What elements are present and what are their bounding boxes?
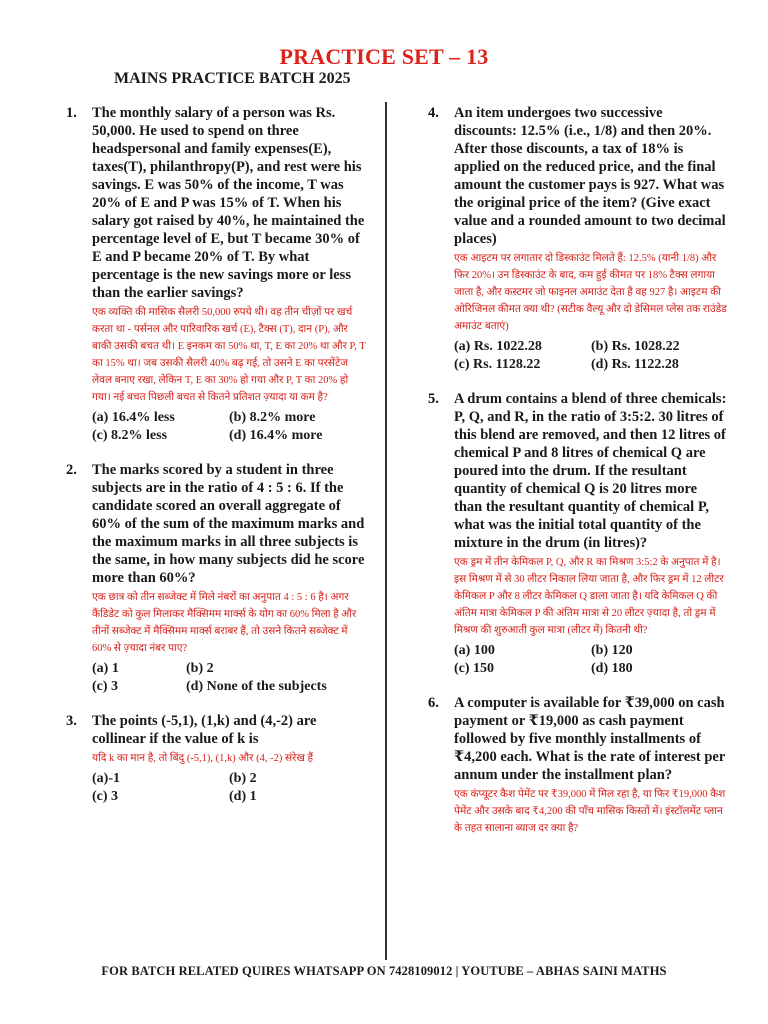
option-a: (a) 100 xyxy=(454,643,495,658)
question-text-hi: एक छात्र को तीन सब्जेक्ट में मिले नंबरों का अनुपात 4 : 5 : 6 है। अगर कैंडिडेट को कुल मिलाकर मैक्सिमम मार्क्स के योग का 60% मिला है और तीनों सब्जेक्ट में मैक्सिमम मार्क्स बराबर हैं, तो उसने कितने सब्जेक्ट में 60% से ज़्यादा नंबर पाए? xyxy=(92,592,357,654)
question-text-hi: एक व्यक्ति की मासिक सैलरी 50,000 रुपये थी। वह तीन चीज़ों पर खर्च करता था - पर्सनल और पारिवारिक खर्च (E), टैक्स (T), दान (P), और बाकी उसकी बचत थी। E इनकम का 50% था, T, E का 20% था और P, T का 15% था। जब उसकी सैलरी 40% बढ़ गई, तो उसने E का परसेंटेज लेवल बनाए रखा, लेकिन T, E का 30% हो गया और P, T का 20% हो गया। नई बचत पिछली बचत से कितने प्रतिशत ज़्यादा या कम है? xyxy=(92,307,366,403)
options xyxy=(92,409,366,445)
option-a: (a) 16.4% less xyxy=(92,410,175,425)
question-text-hi: एक कंप्यूटर कैश पेमेंट पर ₹39,000 में मिल रहा है, या फिर ₹19,000 कैश पेमेंट और उसके बाद ₹4,200 की पाँच मासिक किस्तों में। इंस्टॉलमेंट प्लान के तहत सालाना ब्याज दर क्या है? xyxy=(454,789,726,834)
option-b: (b) 2 xyxy=(229,771,257,786)
option-a: (a)-1 xyxy=(92,771,120,786)
option-b: (b) Rs. 1028.22 xyxy=(591,339,680,354)
question-text-hi: यदि k का मान है, तो बिंदु (-5,1), (1,k) और (4, -2) संरेख हैं xyxy=(92,753,314,764)
option-b: (b) 2 xyxy=(186,661,214,676)
option-d: (d) None of the subjects xyxy=(186,679,327,694)
page-footer: FOR BATCH RELATED QUIRES WHATSAPP ON 7428109012 | YOUTUBE – ABHAS SAINI MATHS xyxy=(101,964,667,978)
question-text-en: The points (-5,1), (1,k) and (4,-2) are collinear if the value of k is xyxy=(92,713,317,747)
question-number: 3. xyxy=(66,713,77,729)
question-1 xyxy=(66,104,366,445)
question-6 xyxy=(428,694,728,837)
option-c: (c) 3 xyxy=(92,789,119,804)
option-c: (c) Rs. 1128.22 xyxy=(454,357,541,372)
question-number: 5. xyxy=(428,391,439,407)
option-a: (a) 1 xyxy=(92,661,119,676)
page-subtitle: MAINS PRACTICE BATCH 2025 xyxy=(114,70,351,87)
question-2 xyxy=(66,461,366,696)
question-text-hi: एक ड्रम में तीन केमिकल P, Q, और R का मिश्रण 3:5:2 के अनुपात में है। इस मिश्रण में से 30 लीटर निकाल लिया जाता है, और फिर ड्रम में 12 लीटर केमिकल P और 8 लीटर केमिकल Q डाला जाता है। यदि केमिकल Q की अंतिम मात्रा केमिकल P की अंतिम मात्रा से 20 लीटर ज़्यादा है, तो ड्रम में मिश्रण की शुरुआती कुल मात्रा (लीटर में) कितनी थी? xyxy=(454,557,724,636)
option-b: (b) 120 xyxy=(591,643,633,658)
option-a: (a) Rs. 1022.28 xyxy=(454,339,542,354)
options xyxy=(92,660,366,696)
option-d: (d) 1 xyxy=(229,789,257,804)
right-column xyxy=(428,104,728,853)
question-4 xyxy=(428,104,728,374)
options xyxy=(92,770,366,806)
question-text-en: A computer is available for ₹39,000 on cash payment or ₹19,000 as cash payment followed by five monthly installments of ₹4,200 each. What is the rate of interest per annum under the installment plan? xyxy=(454,695,726,783)
option-d: (d) 16.4% more xyxy=(229,428,323,443)
question-text-en: The monthly salary of a person was Rs. 50,000. He used to spend on three headspersonal and family expenses(E), taxes(T), philanthropy(P), and rest were his savings. E was 50% of the income, T was 20% of E and P was 15% of T. When his salary got raised by 40%, he maintained the percentage level of E, but T became 30% of E and P became 20% of T. By what percentage is the new savings more or less than the earlier savings? xyxy=(92,105,365,301)
question-3 xyxy=(66,712,366,806)
question-number: 6. xyxy=(428,695,439,711)
question-number: 1. xyxy=(66,105,77,121)
question-number: 2. xyxy=(66,462,77,478)
options xyxy=(454,338,728,374)
question-text-en: The marks scored by a student in three subjects are in the ratio of 4 : 5 : 6. If the candidate scored an overall aggregate of 60% of the sum of the maximum marks and the maximum marks in all three subjects is the same, in how many subjects did he score more than 60%? xyxy=(92,462,365,586)
left-column xyxy=(66,104,366,822)
question-number: 4. xyxy=(428,105,439,121)
options xyxy=(454,642,728,678)
option-d: (d) 180 xyxy=(591,661,633,676)
option-c: (c) 3 xyxy=(92,679,119,694)
question-text-hi: एक आइटम पर लगातार दो डिस्काउंट मिलते हैं: 12.5% (यानी 1/8) और फिर 20%। उन डिस्काउंट के बाद, कम हुई कीमत पर 18% टैक्स लगाया जाता है, और कस्टमर जो फाइनल अमाउंट देता है वह 927 है। आइटम की ओरिजिनल कीमत क्या थी? (सटीक वैल्यू और दो डेसिमल प्लेस तक राउंडेड अमाउंट बताएं) xyxy=(454,253,727,332)
option-c: (c) 8.2% less xyxy=(92,428,168,443)
option-b: (b) 8.2% more xyxy=(229,410,316,425)
question-text-en: A drum contains a blend of three chemicals: P, Q, and R, in the ratio of 3:5:2. 30 litres of this blend are removed, and then 12 litres of chemical P and 8 litres of chemical Q are poured into the drum. If the resultant quantity of chemical Q is 20 litres more than the resultant quantity of chemical P, what was the initial total quantity of the mixture in the drum (in litres)? xyxy=(454,391,727,551)
option-d: (d) Rs. 1122.28 xyxy=(591,357,679,372)
question-5 xyxy=(428,390,728,678)
question-text-en: An item undergoes two successive discounts: 12.5% (i.e., 1/8) and then 20%. After those discounts, a tax of 18% is applied on the reduced price, and the final amount the customer pays is 927. What was the original price of the item? (Give exact value and a rounded amount to two decimal places) xyxy=(454,105,726,247)
column-divider xyxy=(385,102,387,960)
option-c: (c) 150 xyxy=(454,661,495,676)
page-title: PRACTICE SET – 13 xyxy=(279,44,489,69)
